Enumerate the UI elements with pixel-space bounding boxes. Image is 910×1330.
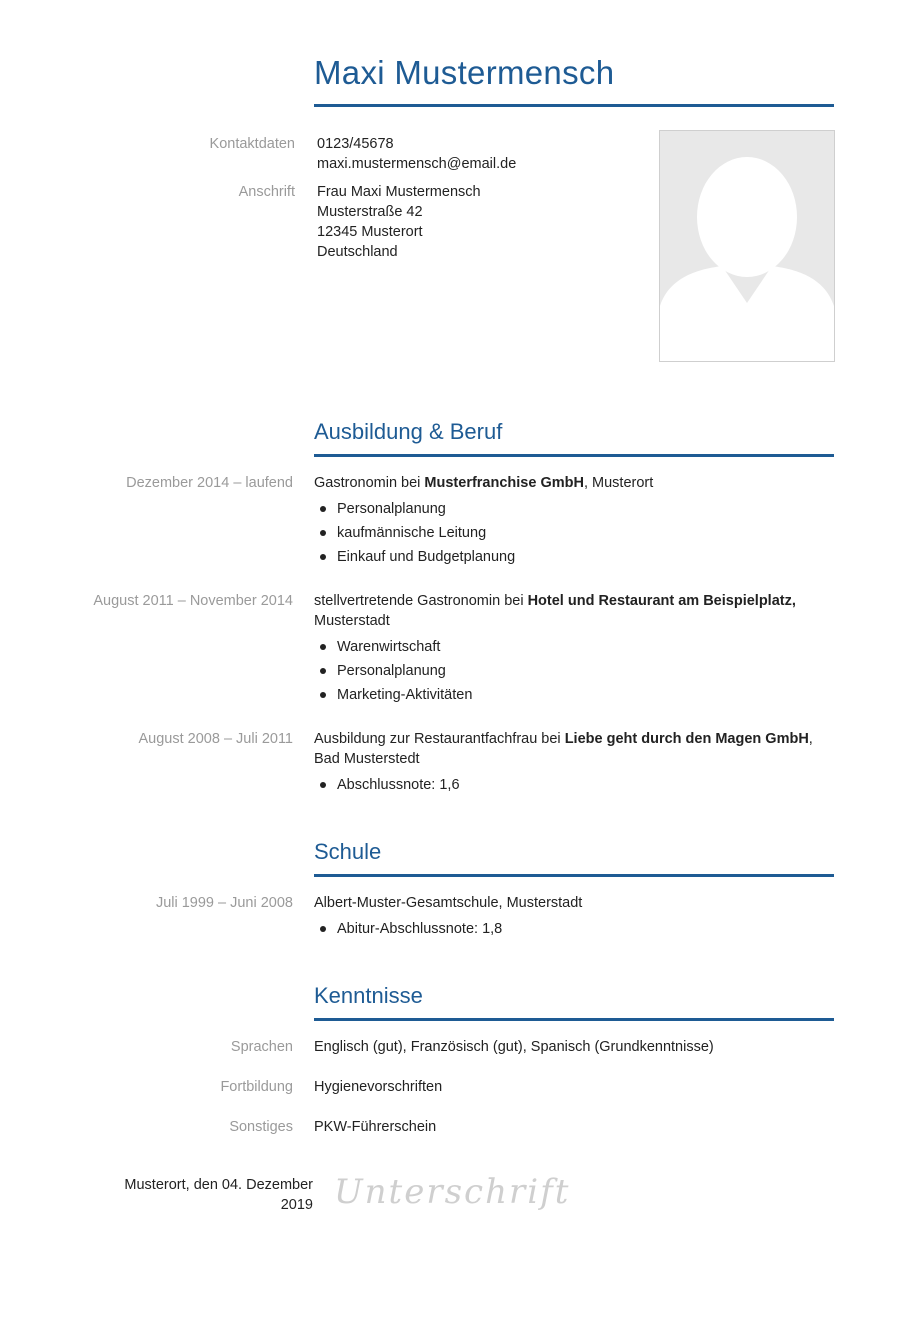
list-item: kaufmännische Leitung: [314, 521, 834, 545]
school-entry: [314, 893, 834, 941]
skill-label-other: Sonstiges: [229, 1119, 293, 1135]
list-item: Personalplanung: [314, 497, 834, 521]
career-entry: [314, 729, 814, 797]
list-item: Einkauf und Budgetplanung: [314, 545, 834, 569]
career-entry: [314, 473, 834, 569]
section-title-skills: Kenntnisse: [314, 983, 423, 1008]
contact-label: Kontaktdaten: [209, 136, 295, 152]
skills-divider: [314, 1018, 834, 1021]
task-list: [314, 497, 834, 569]
company-name: Hotel und Restaurant am Beispielplatz,: [527, 593, 796, 609]
person-silhouette-icon: [660, 131, 834, 361]
profile-photo: [659, 130, 835, 362]
name-divider: [314, 104, 834, 107]
skill-value-other: PKW-Führerschein: [314, 1119, 437, 1135]
address-line: Deutschland: [317, 244, 398, 260]
skill-value-training: Hygienevorschriften: [314, 1079, 443, 1095]
task-list: [314, 773, 814, 797]
list-item: Warenwirtschaft: [314, 635, 804, 659]
phone-number: 0123/45678: [317, 136, 394, 152]
place-and-date: Musterort, den 04. Dezember 2019: [124, 1177, 313, 1213]
school-period: Juli 1999 – Juni 2008: [155, 895, 293, 911]
address-block: [317, 182, 481, 262]
career-period: Dezember 2014 – laufend: [126, 475, 293, 491]
list-item: Abschlussnote: 1,6: [314, 773, 814, 797]
school-description: Albert-Muster-Gesamtschule, Musterstadt: [314, 895, 583, 911]
company-name: Musterfranchise GmbH: [424, 475, 584, 491]
career-period: August 2011 – November 2014: [93, 593, 293, 609]
section-title-school: Schule: [314, 839, 382, 864]
skill-value-languages: Englisch (gut), Französisch (gut), Spanisch (Grundkenntnisse): [314, 1039, 714, 1055]
skill-label-training: Fortbildung: [220, 1079, 293, 1095]
career-description: Gastronomin bei Musterfranchise GmbH, Musterort: [314, 475, 654, 491]
list-item: Marketing-Aktivitäten: [314, 683, 804, 707]
school-list: [314, 917, 834, 941]
career-period: August 2008 – Juli 2011: [138, 731, 293, 747]
list-item: Abitur-Abschlussnote: 1,8: [314, 917, 834, 941]
school-divider: [314, 874, 834, 877]
list-item: Personalplanung: [314, 659, 804, 683]
section-title-career: Ausbildung & Beruf: [314, 419, 503, 444]
signature: Unterschrift: [334, 1172, 571, 1212]
career-description: Ausbildung zur Restaurantfachfrau bei Liebe geht durch den Magen GmbH, Bad Musterstedt: [314, 731, 813, 767]
email-address: maxi.mustermensch@email.de: [317, 156, 517, 172]
address-line: Musterstraße 42: [317, 204, 423, 220]
address-line: 12345 Musterort: [317, 224, 423, 240]
resume-name: Maxi Mustermensch: [314, 54, 615, 91]
company-name: Liebe geht durch den Magen GmbH: [564, 731, 809, 747]
address-line: Frau Maxi Mustermensch: [317, 184, 481, 200]
skill-label-languages: Sprachen: [230, 1039, 293, 1055]
task-list: [314, 635, 804, 707]
career-divider: [314, 454, 834, 457]
address-label: Anschrift: [238, 184, 295, 200]
career-description: stellvertretende Gastronomin bei Hotel und Restaurant am Beispielplatz, Musterstadt: [314, 593, 796, 629]
career-entry: [314, 591, 804, 707]
